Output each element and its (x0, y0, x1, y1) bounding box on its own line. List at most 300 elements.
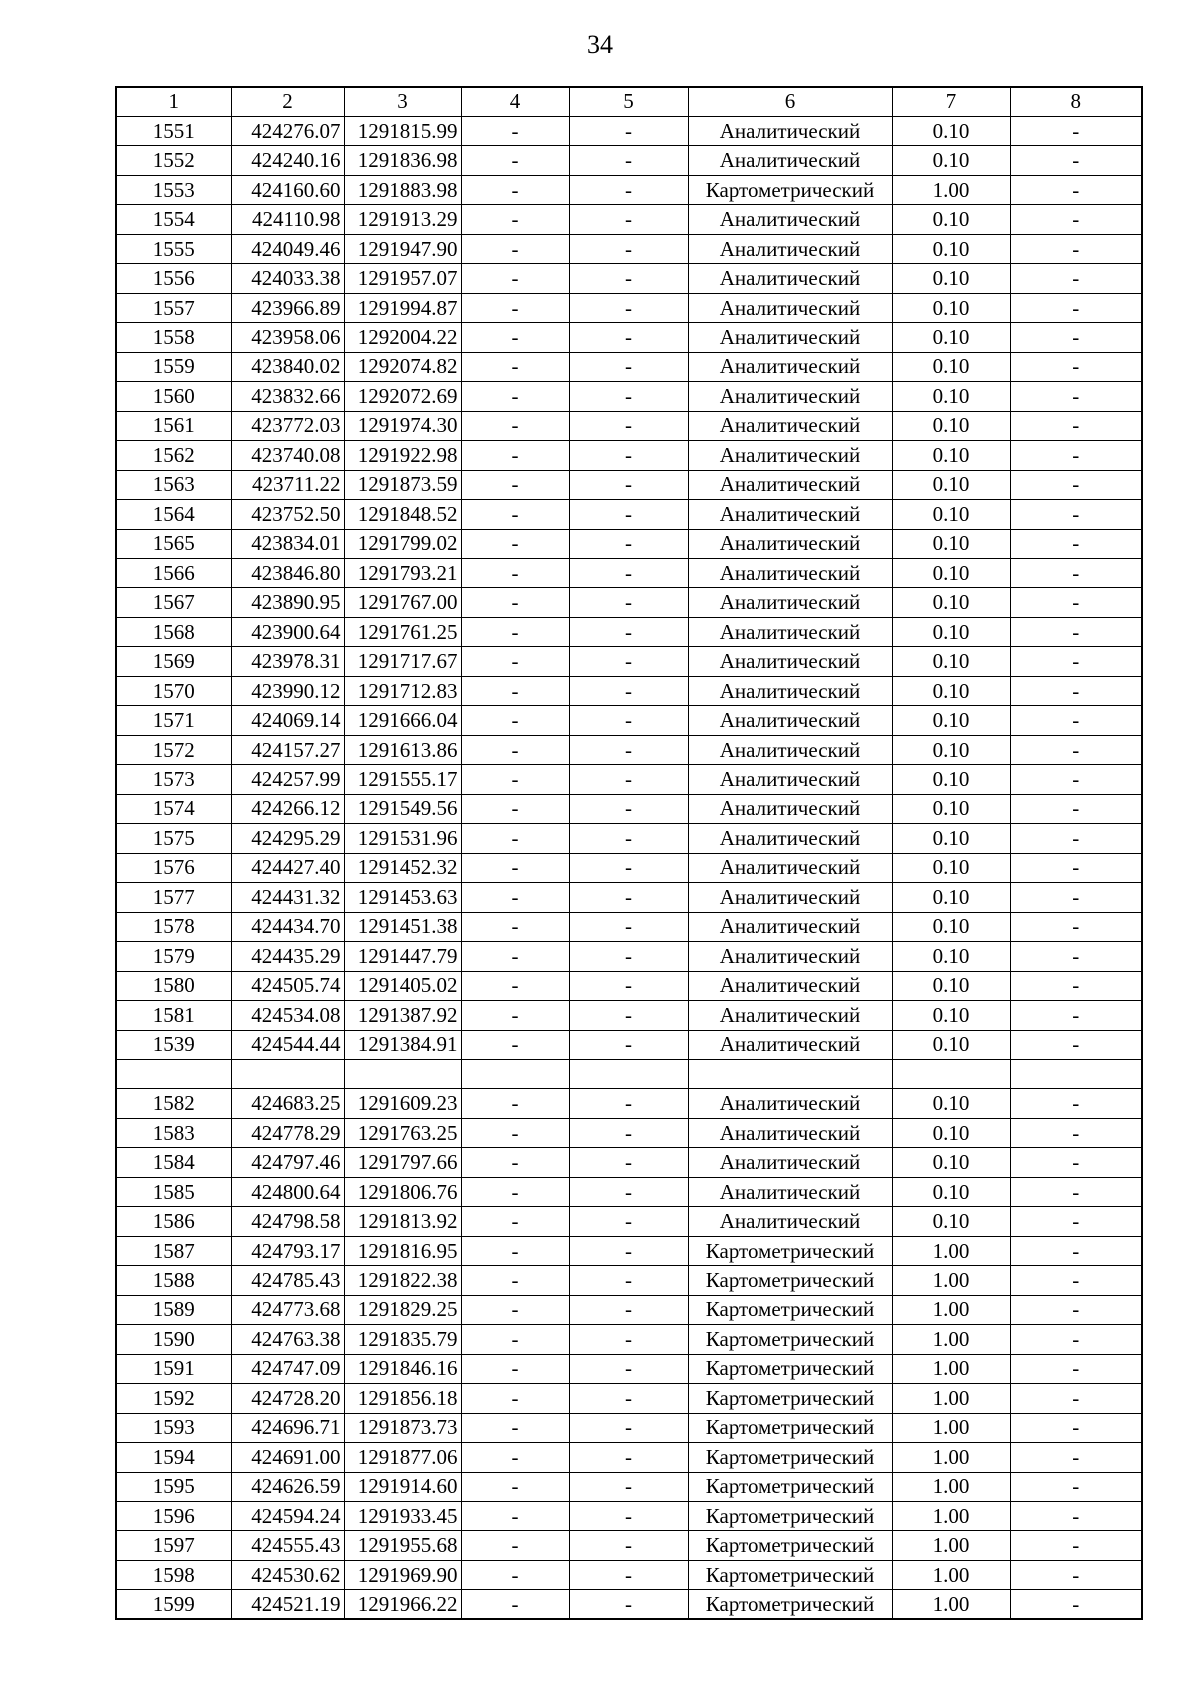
method-cell: Картометрический (688, 1472, 892, 1501)
header-cell: 8 (1010, 87, 1142, 116)
method-cell: Аналитический (688, 293, 892, 322)
col8-cell: - (1010, 706, 1142, 735)
header-row (116, 87, 1142, 116)
method-cell: Аналитический (688, 411, 892, 440)
col8-cell: - (1010, 1590, 1142, 1619)
point-number-cell: 1563 (116, 470, 231, 499)
method-cell (688, 1059, 892, 1088)
col4-cell: - (461, 883, 569, 912)
method-cell: Аналитический (688, 794, 892, 823)
x-coordinate-cell: 424797.46 (231, 1148, 344, 1177)
col4-cell: - (461, 1472, 569, 1501)
col4-cell: - (461, 735, 569, 764)
accuracy-cell: 0.10 (892, 352, 1010, 381)
point-number-cell: 1577 (116, 883, 231, 912)
col8-cell: - (1010, 971, 1142, 1000)
col4-cell: - (461, 1030, 569, 1059)
table-row (116, 1207, 1142, 1236)
col5-cell: - (569, 352, 688, 381)
point-number-cell: 1560 (116, 382, 231, 411)
col8-cell: - (1010, 1148, 1142, 1177)
x-coordinate-cell: 424683.25 (231, 1089, 344, 1118)
x-coordinate-cell: 424544.44 (231, 1030, 344, 1059)
table-row (116, 794, 1142, 823)
col5-cell: - (569, 1590, 688, 1619)
accuracy-cell: 0.10 (892, 912, 1010, 941)
y-coordinate-cell: 1291873.73 (344, 1413, 461, 1442)
col4-cell: - (461, 942, 569, 971)
col8-cell: - (1010, 676, 1142, 705)
accuracy-cell: 0.10 (892, 1030, 1010, 1059)
accuracy-cell: 1.00 (892, 1266, 1010, 1295)
col5-cell: - (569, 529, 688, 558)
table-row (116, 1148, 1142, 1177)
table-row (116, 942, 1142, 971)
method-cell: Картометрический (688, 1443, 892, 1472)
col5-cell: - (569, 912, 688, 941)
method-cell: Аналитический (688, 116, 892, 145)
table-row (116, 529, 1142, 558)
col8-cell: - (1010, 942, 1142, 971)
col4-cell: - (461, 205, 569, 234)
y-coordinate-cell: 1291763.25 (344, 1118, 461, 1147)
x-coordinate-cell: 424800.64 (231, 1177, 344, 1206)
col4-cell: - (461, 971, 569, 1000)
table-row (116, 912, 1142, 941)
col4-cell: - (461, 824, 569, 853)
table-row (116, 470, 1142, 499)
col5-cell: - (569, 853, 688, 882)
point-number-cell: 1571 (116, 706, 231, 735)
point-number-cell: 1593 (116, 1413, 231, 1442)
y-coordinate-cell: 1291453.63 (344, 883, 461, 912)
x-coordinate-cell: 423900.64 (231, 617, 344, 646)
col4-cell: - (461, 794, 569, 823)
method-cell: Аналитический (688, 853, 892, 882)
col4-cell: - (461, 1354, 569, 1383)
accuracy-cell: 1.00 (892, 1560, 1010, 1589)
table-row (116, 441, 1142, 470)
y-coordinate-cell: 1291767.00 (344, 588, 461, 617)
accuracy-cell: 0.10 (892, 1118, 1010, 1147)
accuracy-cell: 0.10 (892, 647, 1010, 676)
method-cell: Аналитический (688, 529, 892, 558)
x-coordinate-cell (231, 1059, 344, 1088)
point-number-cell: 1599 (116, 1590, 231, 1619)
col8-cell: - (1010, 1089, 1142, 1118)
y-coordinate-cell: 1291957.07 (344, 264, 461, 293)
col5-cell: - (569, 824, 688, 853)
col5-cell: - (569, 1325, 688, 1354)
table-row (116, 1590, 1142, 1619)
method-cell: Аналитический (688, 352, 892, 381)
col4-cell: - (461, 352, 569, 381)
point-number-cell: 1573 (116, 765, 231, 794)
col4-cell: - (461, 912, 569, 941)
x-coordinate-cell: 423752.50 (231, 500, 344, 529)
table-row (116, 676, 1142, 705)
col8-cell: - (1010, 1472, 1142, 1501)
col5-cell: - (569, 234, 688, 263)
accuracy-cell: 1.00 (892, 1531, 1010, 1560)
accuracy-cell: 1.00 (892, 1354, 1010, 1383)
col8-cell: - (1010, 529, 1142, 558)
col5-cell: - (569, 1089, 688, 1118)
point-number-cell: 1539 (116, 1030, 231, 1059)
y-coordinate-cell: 1291856.18 (344, 1384, 461, 1413)
col4-cell: - (461, 1236, 569, 1265)
method-cell: Картометрический (688, 1354, 892, 1383)
col5-cell: - (569, 1236, 688, 1265)
col8-cell: - (1010, 794, 1142, 823)
accuracy-cell: 0.10 (892, 116, 1010, 145)
y-coordinate-cell: 1291816.95 (344, 1236, 461, 1265)
col5-cell: - (569, 1118, 688, 1147)
point-number-cell: 1590 (116, 1325, 231, 1354)
coordinates-table (115, 86, 1143, 1620)
point-number-cell: 1592 (116, 1384, 231, 1413)
table-row (116, 1413, 1142, 1442)
table-row (116, 706, 1142, 735)
table-row (116, 1001, 1142, 1030)
col8-cell: - (1010, 617, 1142, 646)
col8-cell: - (1010, 647, 1142, 676)
col5-cell: - (569, 1030, 688, 1059)
x-coordinate-cell: 424295.29 (231, 824, 344, 853)
x-coordinate-cell: 424728.20 (231, 1384, 344, 1413)
table-row (116, 1030, 1142, 1059)
method-cell: Картометрический (688, 1590, 892, 1619)
x-coordinate-cell: 424276.07 (231, 116, 344, 145)
point-number-cell: 1597 (116, 1531, 231, 1560)
method-cell: Аналитический (688, 205, 892, 234)
x-coordinate-cell: 424434.70 (231, 912, 344, 941)
x-coordinate-cell: 424521.19 (231, 1590, 344, 1619)
table-row (116, 1472, 1142, 1501)
col4-cell: - (461, 647, 569, 676)
point-number-cell: 1591 (116, 1354, 231, 1383)
col8-cell: - (1010, 352, 1142, 381)
y-coordinate-cell: 1291835.79 (344, 1325, 461, 1354)
col8-cell: - (1010, 824, 1142, 853)
col8-cell: - (1010, 1502, 1142, 1531)
accuracy-cell: 0.10 (892, 470, 1010, 499)
y-coordinate-cell: 1291549.56 (344, 794, 461, 823)
method-cell: Аналитический (688, 1001, 892, 1030)
point-number-cell: 1570 (116, 676, 231, 705)
page-number: 34 (587, 30, 613, 59)
col8-cell: - (1010, 1443, 1142, 1472)
col5-cell: - (569, 735, 688, 764)
x-coordinate-cell: 423840.02 (231, 352, 344, 381)
table-row (116, 588, 1142, 617)
x-coordinate-cell: 424696.71 (231, 1413, 344, 1442)
col4-cell: - (461, 1089, 569, 1118)
point-number-cell: 1568 (116, 617, 231, 646)
col5-cell: - (569, 1560, 688, 1589)
accuracy-cell: 0.10 (892, 794, 1010, 823)
col4-cell: - (461, 1325, 569, 1354)
y-coordinate-cell: 1291994.87 (344, 293, 461, 322)
y-coordinate-cell: 1291797.66 (344, 1148, 461, 1177)
table-row (116, 1354, 1142, 1383)
accuracy-cell: 0.10 (892, 293, 1010, 322)
col4-cell: - (461, 676, 569, 705)
col5-cell: - (569, 617, 688, 646)
table-row (116, 559, 1142, 588)
accuracy-cell (892, 1059, 1010, 1088)
col8-cell: - (1010, 765, 1142, 794)
col8-cell: - (1010, 912, 1142, 941)
x-coordinate-cell: 424110.98 (231, 205, 344, 234)
table-row (116, 1266, 1142, 1295)
accuracy-cell: 0.10 (892, 382, 1010, 411)
method-cell: Аналитический (688, 676, 892, 705)
method-cell: Картометрический (688, 1531, 892, 1560)
method-cell: Картометрический (688, 175, 892, 204)
col8-cell: - (1010, 1266, 1142, 1295)
accuracy-cell: 0.10 (892, 1207, 1010, 1236)
table-row (116, 382, 1142, 411)
col8-cell: - (1010, 1236, 1142, 1265)
table-row (116, 1502, 1142, 1531)
col8-cell: - (1010, 588, 1142, 617)
y-coordinate-cell: 1291717.67 (344, 647, 461, 676)
table-row (116, 853, 1142, 882)
y-coordinate-cell: 1291666.04 (344, 706, 461, 735)
point-number-cell: 1581 (116, 1001, 231, 1030)
col8-cell: - (1010, 323, 1142, 352)
col4-cell: - (461, 706, 569, 735)
point-number-cell: 1598 (116, 1560, 231, 1589)
col4-cell: - (461, 1001, 569, 1030)
col5-cell: - (569, 1148, 688, 1177)
method-cell: Картометрический (688, 1413, 892, 1442)
point-number-cell: 1594 (116, 1443, 231, 1472)
y-coordinate-cell: 1291969.90 (344, 1560, 461, 1589)
col5-cell: - (569, 1502, 688, 1531)
col4-cell: - (461, 500, 569, 529)
method-cell: Картометрический (688, 1325, 892, 1354)
col8-cell: - (1010, 1177, 1142, 1206)
table-row (116, 234, 1142, 263)
y-coordinate-cell: 1291451.38 (344, 912, 461, 941)
col5-cell: - (569, 1354, 688, 1383)
accuracy-cell: 1.00 (892, 1590, 1010, 1619)
point-number-cell: 1576 (116, 853, 231, 882)
col8-cell: - (1010, 116, 1142, 145)
col5-cell: - (569, 942, 688, 971)
col8-cell: - (1010, 441, 1142, 470)
accuracy-cell: 0.10 (892, 559, 1010, 588)
method-cell: Аналитический (688, 323, 892, 352)
method-cell: Аналитический (688, 264, 892, 293)
y-coordinate-cell: 1291806.76 (344, 1177, 461, 1206)
table-row (116, 1443, 1142, 1472)
x-coordinate-cell: 423890.95 (231, 588, 344, 617)
col4-cell: - (461, 559, 569, 588)
col8-cell: - (1010, 559, 1142, 588)
y-coordinate-cell: 1291846.16 (344, 1354, 461, 1383)
col5-cell: - (569, 676, 688, 705)
col8-cell: - (1010, 205, 1142, 234)
accuracy-cell: 1.00 (892, 1502, 1010, 1531)
point-number-cell: 1553 (116, 175, 231, 204)
accuracy-cell: 0.10 (892, 765, 1010, 794)
y-coordinate-cell: 1291384.91 (344, 1030, 461, 1059)
x-coordinate-cell: 424691.00 (231, 1443, 344, 1472)
point-number-cell: 1578 (116, 912, 231, 941)
header-cell: 1 (116, 87, 231, 116)
table-row (116, 500, 1142, 529)
col5-cell: - (569, 470, 688, 499)
table-row (116, 1089, 1142, 1118)
col5-cell: - (569, 411, 688, 440)
table-row (116, 1384, 1142, 1413)
col8-cell: - (1010, 1560, 1142, 1589)
accuracy-cell: 0.10 (892, 1001, 1010, 1030)
col5-cell: - (569, 175, 688, 204)
col8-cell: - (1010, 264, 1142, 293)
x-coordinate-cell: 424534.08 (231, 1001, 344, 1030)
point-number-cell: 1559 (116, 352, 231, 381)
col5-cell: - (569, 765, 688, 794)
col5-cell: - (569, 588, 688, 617)
y-coordinate-cell: 1291883.98 (344, 175, 461, 204)
point-number-cell: 1551 (116, 116, 231, 145)
x-coordinate-cell: 424793.17 (231, 1236, 344, 1265)
x-coordinate-cell: 423834.01 (231, 529, 344, 558)
accuracy-cell: 0.10 (892, 883, 1010, 912)
table-row (116, 1236, 1142, 1265)
col5-cell: - (569, 883, 688, 912)
point-number-cell: 1584 (116, 1148, 231, 1177)
table-row (116, 352, 1142, 381)
col8-cell: - (1010, 1001, 1142, 1030)
col4-cell: - (461, 1266, 569, 1295)
y-coordinate-cell: 1291829.25 (344, 1295, 461, 1324)
col8-cell (1010, 1059, 1142, 1088)
col5-cell: - (569, 382, 688, 411)
col4-cell: - (461, 234, 569, 263)
point-number-cell: 1555 (116, 234, 231, 263)
table-row (116, 205, 1142, 234)
point-number-cell: 1572 (116, 735, 231, 764)
y-coordinate-cell: 1291405.02 (344, 971, 461, 1000)
y-coordinate-cell: 1291966.22 (344, 1590, 461, 1619)
method-cell: Аналитический (688, 234, 892, 263)
y-coordinate-cell: 1291922.98 (344, 441, 461, 470)
x-coordinate-cell: 424427.40 (231, 853, 344, 882)
point-number-cell: 1582 (116, 1089, 231, 1118)
col4-cell: - (461, 1413, 569, 1442)
accuracy-cell: 1.00 (892, 1413, 1010, 1442)
x-coordinate-cell: 424747.09 (231, 1354, 344, 1383)
col4-cell: - (461, 1295, 569, 1324)
header-cell: 4 (461, 87, 569, 116)
col5-cell: - (569, 647, 688, 676)
method-cell: Аналитический (688, 824, 892, 853)
col8-cell: - (1010, 1354, 1142, 1383)
x-coordinate-cell: 423990.12 (231, 676, 344, 705)
point-number-cell: 1574 (116, 794, 231, 823)
col4-cell: - (461, 382, 569, 411)
col4-cell: - (461, 1177, 569, 1206)
table-row (116, 971, 1142, 1000)
accuracy-cell: 0.10 (892, 1177, 1010, 1206)
method-cell: Аналитический (688, 559, 892, 588)
point-number-cell: 1564 (116, 500, 231, 529)
col5-cell: - (569, 794, 688, 823)
method-cell: Аналитический (688, 1177, 892, 1206)
table-row (116, 411, 1142, 440)
y-coordinate-cell: 1291913.29 (344, 205, 461, 234)
table-row (116, 647, 1142, 676)
point-number-cell: 1556 (116, 264, 231, 293)
point-number-cell: 1588 (116, 1266, 231, 1295)
col4-cell: - (461, 1207, 569, 1236)
col8-cell: - (1010, 883, 1142, 912)
method-cell: Аналитический (688, 706, 892, 735)
method-cell: Аналитический (688, 647, 892, 676)
col5-cell: - (569, 1443, 688, 1472)
point-number-cell: 1586 (116, 1207, 231, 1236)
point-number-cell: 1596 (116, 1502, 231, 1531)
method-cell: Картометрический (688, 1295, 892, 1324)
accuracy-cell: 0.10 (892, 942, 1010, 971)
table-row (116, 1118, 1142, 1147)
col4-cell: - (461, 588, 569, 617)
col5-cell: - (569, 1266, 688, 1295)
method-cell: Картометрический (688, 1502, 892, 1531)
col5-cell: - (569, 205, 688, 234)
col8-cell: - (1010, 293, 1142, 322)
x-coordinate-cell: 424240.16 (231, 146, 344, 175)
y-coordinate-cell: 1291974.30 (344, 411, 461, 440)
accuracy-cell: 1.00 (892, 1384, 1010, 1413)
col5-cell: - (569, 1472, 688, 1501)
table-row (116, 735, 1142, 764)
method-cell: Аналитический (688, 912, 892, 941)
table-row (116, 617, 1142, 646)
y-coordinate-cell: 1291799.02 (344, 529, 461, 558)
point-number-cell: 1583 (116, 1118, 231, 1147)
header-cell: 3 (344, 87, 461, 116)
col5-cell: - (569, 1531, 688, 1560)
x-coordinate-cell: 424626.59 (231, 1472, 344, 1501)
point-number-cell: 1569 (116, 647, 231, 676)
method-cell: Картометрический (688, 1560, 892, 1589)
col4-cell: - (461, 1560, 569, 1589)
point-number-cell: 1554 (116, 205, 231, 234)
x-coordinate-cell: 424505.74 (231, 971, 344, 1000)
col5-cell: - (569, 1001, 688, 1030)
col8-cell: - (1010, 853, 1142, 882)
x-coordinate-cell: 424778.29 (231, 1118, 344, 1147)
y-coordinate-cell: 1291387.92 (344, 1001, 461, 1030)
x-coordinate-cell: 423740.08 (231, 441, 344, 470)
accuracy-cell: 0.10 (892, 971, 1010, 1000)
y-coordinate-cell: 1291813.92 (344, 1207, 461, 1236)
table-row (116, 1177, 1142, 1206)
table-row (116, 1325, 1142, 1354)
y-coordinate-cell: 1291914.60 (344, 1472, 461, 1501)
table-row (116, 116, 1142, 145)
method-cell: Аналитический (688, 971, 892, 1000)
x-coordinate-cell: 424033.38 (231, 264, 344, 293)
method-cell: Аналитический (688, 765, 892, 794)
col5-cell: - (569, 264, 688, 293)
